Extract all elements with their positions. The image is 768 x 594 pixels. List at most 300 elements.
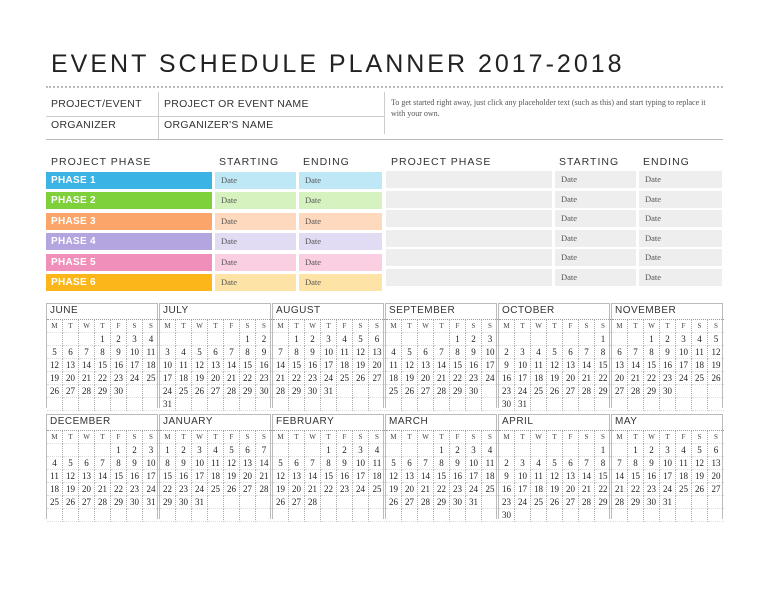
day-cell: 5 [386, 457, 402, 470]
day-cell: 1 [434, 444, 450, 457]
day-cell [305, 398, 321, 411]
day-cell: 30 [660, 385, 676, 398]
day-cell [256, 509, 272, 522]
month-name: JULY [163, 305, 189, 316]
day-cell: 8 [628, 457, 644, 470]
day-cell: 15 [111, 470, 127, 483]
day-cell: 22 [111, 483, 127, 496]
day-cell [547, 398, 563, 411]
day-cell: 14 [418, 470, 434, 483]
phase-6-start-date[interactable]: Date [215, 274, 296, 291]
day-cell: 12 [192, 359, 208, 372]
month-march [385, 414, 497, 519]
day-cell: 7 [579, 457, 595, 470]
info-bottom-divider [46, 139, 723, 140]
day-cell [160, 509, 176, 522]
day-cell [708, 398, 724, 411]
phase-name-1[interactable]: PHASE 1 [46, 172, 212, 189]
day-cell [692, 398, 708, 411]
project-label: PROJECT/EVENT [51, 98, 142, 110]
day-cell: 19 [47, 372, 63, 385]
month-april [498, 414, 610, 519]
phase-name-2[interactable]: PHASE 2 [46, 192, 212, 209]
phase-right-5-end-date[interactable]: Date [639, 249, 722, 266]
day-cell: 20 [418, 372, 434, 385]
week-row [273, 372, 385, 385]
week-row [612, 372, 724, 385]
phase-right-5-start-date[interactable]: Date [555, 249, 636, 266]
phase-1-start-date[interactable]: Date [215, 172, 296, 189]
week-row [612, 359, 724, 372]
day-cell: 18 [369, 470, 385, 483]
day-cell [353, 509, 369, 522]
day-cell: 26 [273, 496, 289, 509]
day-cell: 15 [450, 359, 466, 372]
day-cell [95, 398, 111, 411]
day-cell [708, 509, 724, 522]
day-cell: 22 [321, 483, 337, 496]
week-row [273, 444, 385, 457]
day-cell: 12 [224, 457, 240, 470]
week-row [386, 346, 498, 359]
weekday-label: S [708, 431, 724, 444]
month-name: DECEMBER [50, 416, 111, 427]
day-cell: 30 [305, 385, 321, 398]
day-cell: 7 [79, 346, 95, 359]
phase-right-2-start-date[interactable]: Date [555, 191, 636, 208]
day-cell: 25 [337, 372, 353, 385]
weekday-header-row [273, 320, 385, 333]
day-cell [369, 385, 385, 398]
month-name: MARCH [389, 416, 429, 427]
month-grid [47, 430, 159, 522]
day-cell [224, 333, 240, 346]
day-cell: 13 [289, 470, 305, 483]
month-grid [499, 430, 611, 522]
day-cell: 31 [515, 398, 531, 411]
day-cell [176, 333, 192, 346]
phase-right-6-end-date[interactable]: Date [639, 269, 722, 286]
day-cell: 30 [466, 385, 482, 398]
day-cell [628, 333, 644, 346]
day-cell: 21 [434, 372, 450, 385]
week-row [47, 444, 159, 457]
day-cell: 26 [192, 385, 208, 398]
day-cell: 9 [499, 470, 515, 483]
day-cell: 20 [612, 372, 628, 385]
day-cell: 25 [386, 385, 402, 398]
phase-4-start-date[interactable]: Date [215, 233, 296, 250]
weekday-label: M [386, 431, 402, 444]
day-cell: 13 [63, 359, 79, 372]
day-cell: 29 [644, 385, 660, 398]
day-cell: 19 [63, 483, 79, 496]
day-cell [95, 509, 111, 522]
day-cell: 4 [386, 346, 402, 359]
day-cell: 17 [160, 372, 176, 385]
day-cell: 7 [628, 346, 644, 359]
day-cell: 1 [628, 444, 644, 457]
phase-right-2-end-date[interactable]: Date [639, 191, 722, 208]
weekday-label: T [547, 431, 563, 444]
day-cell [402, 509, 418, 522]
phase-name-4[interactable]: PHASE 4 [46, 233, 212, 250]
day-cell: 15 [644, 359, 660, 372]
weekday-label: W [531, 431, 547, 444]
weekday-label: F [224, 320, 240, 333]
day-cell: 23 [111, 372, 127, 385]
week-row [160, 346, 272, 359]
day-cell [63, 509, 79, 522]
day-cell: 28 [434, 385, 450, 398]
day-cell [386, 444, 402, 457]
weekday-label: W [531, 320, 547, 333]
week-row [499, 385, 611, 398]
day-cell: 18 [143, 359, 159, 372]
day-cell: 21 [579, 483, 595, 496]
day-cell: 2 [127, 444, 143, 457]
day-cell: 6 [563, 457, 579, 470]
day-cell: 16 [499, 372, 515, 385]
day-cell [127, 398, 143, 411]
day-cell: 14 [612, 470, 628, 483]
day-cell [369, 496, 385, 509]
day-cell: 6 [418, 346, 434, 359]
day-cell: 18 [692, 359, 708, 372]
day-cell: 21 [256, 470, 272, 483]
day-cell: 28 [273, 385, 289, 398]
weekday-label: T [628, 320, 644, 333]
day-cell: 10 [143, 457, 159, 470]
instruction-note[interactable]: To get started right away, just click any placeholder text (such as this) and start typing to replace it with your own. [391, 98, 706, 118]
day-cell: 13 [563, 470, 579, 483]
organizer-label: ORGANIZER [51, 119, 117, 131]
phase-right-name-4[interactable] [386, 230, 552, 247]
day-cell [111, 398, 127, 411]
day-cell: 27 [402, 496, 418, 509]
phase-right-name-2[interactable] [386, 191, 552, 208]
phase-right-name-6[interactable] [386, 269, 552, 286]
day-cell: 3 [676, 333, 692, 346]
day-cell [127, 509, 143, 522]
weekday-label: T [289, 320, 305, 333]
day-cell: 26 [708, 372, 724, 385]
day-cell: 6 [402, 457, 418, 470]
day-cell [95, 444, 111, 457]
day-cell: 29 [111, 496, 127, 509]
week-row [273, 333, 385, 346]
day-cell: 15 [595, 470, 611, 483]
phase-right-name-3[interactable] [386, 210, 552, 227]
week-row [499, 509, 611, 522]
day-cell [579, 444, 595, 457]
day-cell: 11 [531, 470, 547, 483]
month-name: APRIL [502, 416, 534, 427]
day-cell: 25 [47, 496, 63, 509]
day-cell: 1 [95, 333, 111, 346]
info-note-divider [384, 92, 385, 134]
week-row [386, 496, 498, 509]
day-cell: 11 [386, 359, 402, 372]
day-cell [143, 398, 159, 411]
day-cell [176, 398, 192, 411]
day-cell [692, 496, 708, 509]
week-row [612, 457, 724, 470]
day-cell: 13 [708, 457, 724, 470]
day-cell [612, 509, 628, 522]
day-cell: 1 [111, 444, 127, 457]
day-cell: 6 [63, 346, 79, 359]
weekday-label: S [579, 320, 595, 333]
day-cell: 17 [192, 470, 208, 483]
week-row [499, 398, 611, 411]
phase-right-4-start-date[interactable]: Date [555, 230, 636, 247]
weekday-label: W [418, 431, 434, 444]
day-cell: 27 [612, 385, 628, 398]
day-cell: 21 [579, 372, 595, 385]
phase-name-6[interactable]: PHASE 6 [46, 274, 212, 291]
phase-right-name-1[interactable] [386, 171, 552, 188]
week-row [47, 496, 159, 509]
day-cell [482, 398, 498, 411]
day-cell: 2 [499, 457, 515, 470]
week-row [612, 385, 724, 398]
day-cell: 29 [434, 496, 450, 509]
day-cell: 11 [176, 359, 192, 372]
day-cell [482, 509, 498, 522]
day-cell: 9 [256, 346, 272, 359]
week-row [612, 470, 724, 483]
day-cell: 3 [466, 444, 482, 457]
day-cell [499, 444, 515, 457]
day-cell [692, 385, 708, 398]
day-cell: 16 [499, 483, 515, 496]
day-cell [63, 444, 79, 457]
phase-right-4-end-date[interactable]: Date [639, 230, 722, 247]
week-row [612, 398, 724, 411]
day-cell [612, 333, 628, 346]
day-cell [547, 509, 563, 522]
weekday-label: W [305, 320, 321, 333]
day-cell [531, 444, 547, 457]
day-cell: 31 [660, 496, 676, 509]
month-june [46, 303, 158, 408]
day-cell [47, 333, 63, 346]
day-cell: 26 [692, 483, 708, 496]
day-cell: 21 [273, 372, 289, 385]
phase-name-5[interactable]: PHASE 5 [46, 254, 212, 271]
phase-right-3-end-date[interactable]: Date [639, 210, 722, 227]
day-cell: 15 [95, 359, 111, 372]
day-cell [418, 333, 434, 346]
day-cell [289, 398, 305, 411]
month-july [159, 303, 271, 408]
phase-3-start-date[interactable]: Date [215, 213, 296, 230]
phase-name-3[interactable]: PHASE 3 [46, 213, 212, 230]
week-row [386, 333, 498, 346]
day-cell [612, 398, 628, 411]
day-cell: 7 [418, 457, 434, 470]
project-name-field[interactable]: PROJECT OR EVENT NAME [164, 98, 309, 110]
day-cell: 14 [579, 359, 595, 372]
day-cell: 4 [531, 457, 547, 470]
weekday-header-row [499, 431, 611, 444]
weekday-label: T [208, 320, 224, 333]
day-cell: 25 [176, 385, 192, 398]
day-cell: 30 [450, 496, 466, 509]
phase-3-end-date[interactable]: Date [299, 213, 382, 230]
weekday-label: S [143, 431, 159, 444]
day-cell: 9 [644, 457, 660, 470]
week-row [160, 372, 272, 385]
organizer-name-field[interactable]: ORGANIZER'S NAME [164, 119, 274, 131]
day-cell: 19 [192, 372, 208, 385]
weekday-label: F [676, 320, 692, 333]
phase-4-end-date[interactable]: Date [299, 233, 382, 250]
month-grid [273, 430, 385, 522]
day-cell: 8 [289, 346, 305, 359]
day-cell: 19 [692, 470, 708, 483]
day-cell: 22 [240, 372, 256, 385]
day-cell: 20 [240, 470, 256, 483]
weekday-label: W [644, 320, 660, 333]
day-cell [176, 509, 192, 522]
day-cell: 30 [127, 496, 143, 509]
day-cell: 13 [79, 470, 95, 483]
phase-right-3-start-date[interactable]: Date [555, 210, 636, 227]
info-row-divider [46, 116, 384, 117]
day-cell: 26 [47, 385, 63, 398]
day-cell: 20 [563, 372, 579, 385]
day-cell: 20 [563, 483, 579, 496]
week-row [612, 509, 724, 522]
day-cell [63, 333, 79, 346]
phase-5-end-date[interactable]: Date [299, 254, 382, 271]
phase-1-end-date[interactable]: Date [299, 172, 382, 189]
week-row [386, 359, 498, 372]
weekday-label: F [111, 431, 127, 444]
day-cell: 13 [563, 359, 579, 372]
day-cell: 20 [708, 470, 724, 483]
day-cell: 28 [579, 385, 595, 398]
week-row [47, 398, 159, 411]
day-cell [466, 509, 482, 522]
month-january [159, 414, 271, 519]
day-cell: 8 [644, 346, 660, 359]
day-cell [79, 509, 95, 522]
day-cell: 25 [369, 483, 385, 496]
day-cell: 4 [176, 346, 192, 359]
phase-right-1-end-date[interactable]: Date [639, 171, 722, 188]
day-cell: 6 [612, 346, 628, 359]
day-cell: 28 [305, 496, 321, 509]
day-cell: 12 [273, 470, 289, 483]
day-cell: 17 [676, 359, 692, 372]
day-cell: 16 [256, 359, 272, 372]
week-row [386, 444, 498, 457]
day-cell: 24 [321, 372, 337, 385]
weekday-label: S [482, 431, 498, 444]
phase-right-name-5[interactable] [386, 249, 552, 266]
day-cell: 24 [160, 385, 176, 398]
day-cell: 17 [353, 470, 369, 483]
day-cell: 9 [450, 457, 466, 470]
week-row [160, 385, 272, 398]
day-cell: 11 [692, 346, 708, 359]
weekday-header-row [386, 320, 498, 333]
phase-6-end-date[interactable]: Date [299, 274, 382, 291]
week-row [273, 470, 385, 483]
day-cell: 4 [676, 444, 692, 457]
day-cell: 5 [63, 457, 79, 470]
phase-2-start-date[interactable]: Date [215, 192, 296, 209]
weekday-label: M [47, 431, 63, 444]
weekday-label: S [256, 431, 272, 444]
day-cell [289, 509, 305, 522]
month-name: JUNE [50, 305, 79, 316]
day-cell [353, 496, 369, 509]
day-cell: 18 [337, 359, 353, 372]
weekday-label: W [192, 320, 208, 333]
day-cell [208, 333, 224, 346]
day-cell: 16 [176, 470, 192, 483]
month-grid [47, 319, 159, 411]
day-cell [547, 333, 563, 346]
weekday-label: M [160, 431, 176, 444]
day-cell: 10 [192, 457, 208, 470]
day-cell: 9 [499, 359, 515, 372]
day-cell: 31 [321, 385, 337, 398]
day-cell: 11 [482, 457, 498, 470]
day-cell [628, 509, 644, 522]
weekday-label: M [499, 431, 515, 444]
phase-right-1-start-date[interactable]: Date [555, 171, 636, 188]
week-row [47, 470, 159, 483]
day-cell: 29 [595, 496, 611, 509]
day-cell: 11 [143, 346, 159, 359]
day-cell [192, 509, 208, 522]
phase-2-end-date[interactable]: Date [299, 192, 382, 209]
day-cell: 21 [305, 483, 321, 496]
day-cell: 4 [47, 457, 63, 470]
day-cell: 14 [305, 470, 321, 483]
day-cell: 11 [531, 359, 547, 372]
info-col-divider [158, 92, 159, 139]
day-cell: 9 [305, 346, 321, 359]
day-cell [595, 509, 611, 522]
weekday-header-row [386, 431, 498, 444]
weekday-label: F [450, 431, 466, 444]
day-cell [434, 333, 450, 346]
day-cell: 3 [127, 333, 143, 346]
day-cell: 5 [224, 444, 240, 457]
phase-5-start-date[interactable]: Date [215, 254, 296, 271]
phase-right-6-start-date[interactable]: Date [555, 269, 636, 286]
day-cell: 11 [208, 457, 224, 470]
day-cell: 4 [337, 333, 353, 346]
day-cell: 16 [450, 470, 466, 483]
day-cell: 5 [547, 346, 563, 359]
month-name: NOVEMBER [615, 305, 677, 316]
day-cell: 5 [692, 444, 708, 457]
day-cell [515, 333, 531, 346]
month-grid [612, 430, 724, 522]
weekday-label: M [273, 320, 289, 333]
day-cell [192, 333, 208, 346]
day-cell [531, 333, 547, 346]
day-cell: 6 [208, 346, 224, 359]
day-cell: 29 [160, 496, 176, 509]
